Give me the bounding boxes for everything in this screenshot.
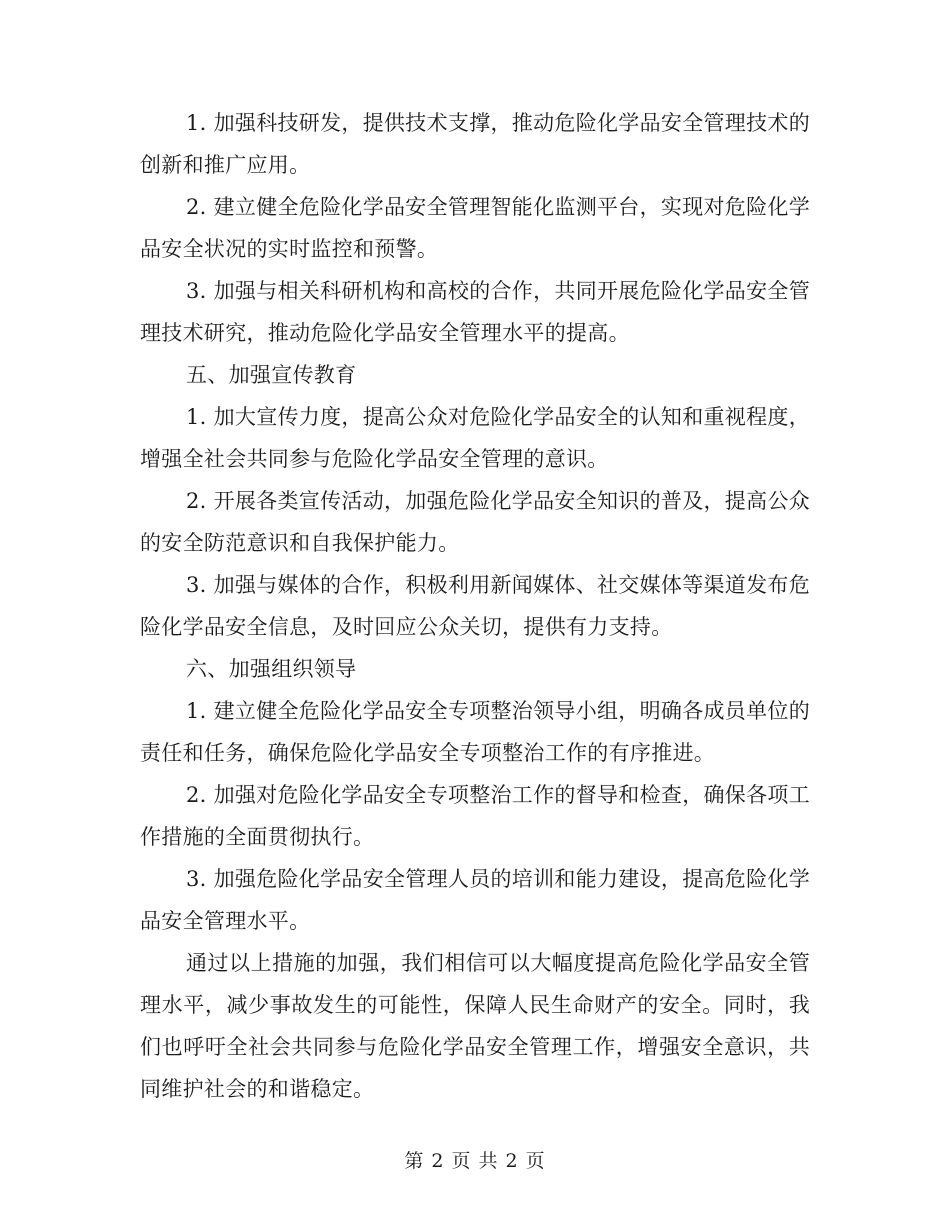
list-item: 1. 加大宣传力度，提高公众对危险化学品安全的认知和重视程度，增强全社会共同参与危险化学品安全管理的意识。 bbox=[140, 405, 811, 471]
document-body bbox=[140, 102, 810, 1110]
list-item: 2. 开展各类宣传活动，加强危险化学品安全知识的普及，提高公众的安全防范意识和自我保护能力。 bbox=[140, 489, 811, 555]
list-item: 2. 建立健全危险化学品安全管理智能化监测平台，实现对危险化学品安全状况的实时监控和预警。 bbox=[140, 195, 811, 261]
section-heading: 五、加强宣传教育 bbox=[186, 363, 357, 387]
conclusion-paragraph: 通过以上措施的加强，我们相信可以大幅度提高危险化学品安全管理水平，减少事故发生的可能性，保障人民生命财产的安全。同时，我们也呼吁全社会共同参与危险化学品安全管理工作，增强安全意识，共同维护社会的和谐稳定。 bbox=[140, 951, 810, 1101]
list-item: 1. 建立健全危险化学品安全专项整治领导小组，明确各成员单位的责任和任务，确保危险化学品安全专项整治工作的有序推进。 bbox=[140, 699, 811, 765]
page-number-footer: 第 2 页 共 2 页 bbox=[404, 1150, 546, 1172]
list-item: 1. 加强科技研发，提供技术支撑，推动危险化学品安全管理技术的创新和推广应用。 bbox=[140, 111, 811, 177]
list-item: 3. 加强危险化学品安全管理人员的培训和能力建设，提高危险化学品安全管理水平。 bbox=[140, 867, 811, 933]
list-item: 2. 加强对危险化学品安全专项整治工作的督导和检查，确保各项工作措施的全面贯彻执行。 bbox=[140, 783, 811, 849]
section-heading: 六、加强组织领导 bbox=[186, 657, 357, 681]
list-item: 3. 加强与媒体的合作，积极利用新闻媒体、社交媒体等渠道发布危险化学品安全信息，及时回应公众关切，提供有力支持。 bbox=[140, 573, 811, 639]
list-item: 3. 加强与相关科研机构和高校的合作，共同开展危险化学品安全管理技术研究，推动危险化学品安全管理水平的提高。 bbox=[140, 279, 811, 345]
